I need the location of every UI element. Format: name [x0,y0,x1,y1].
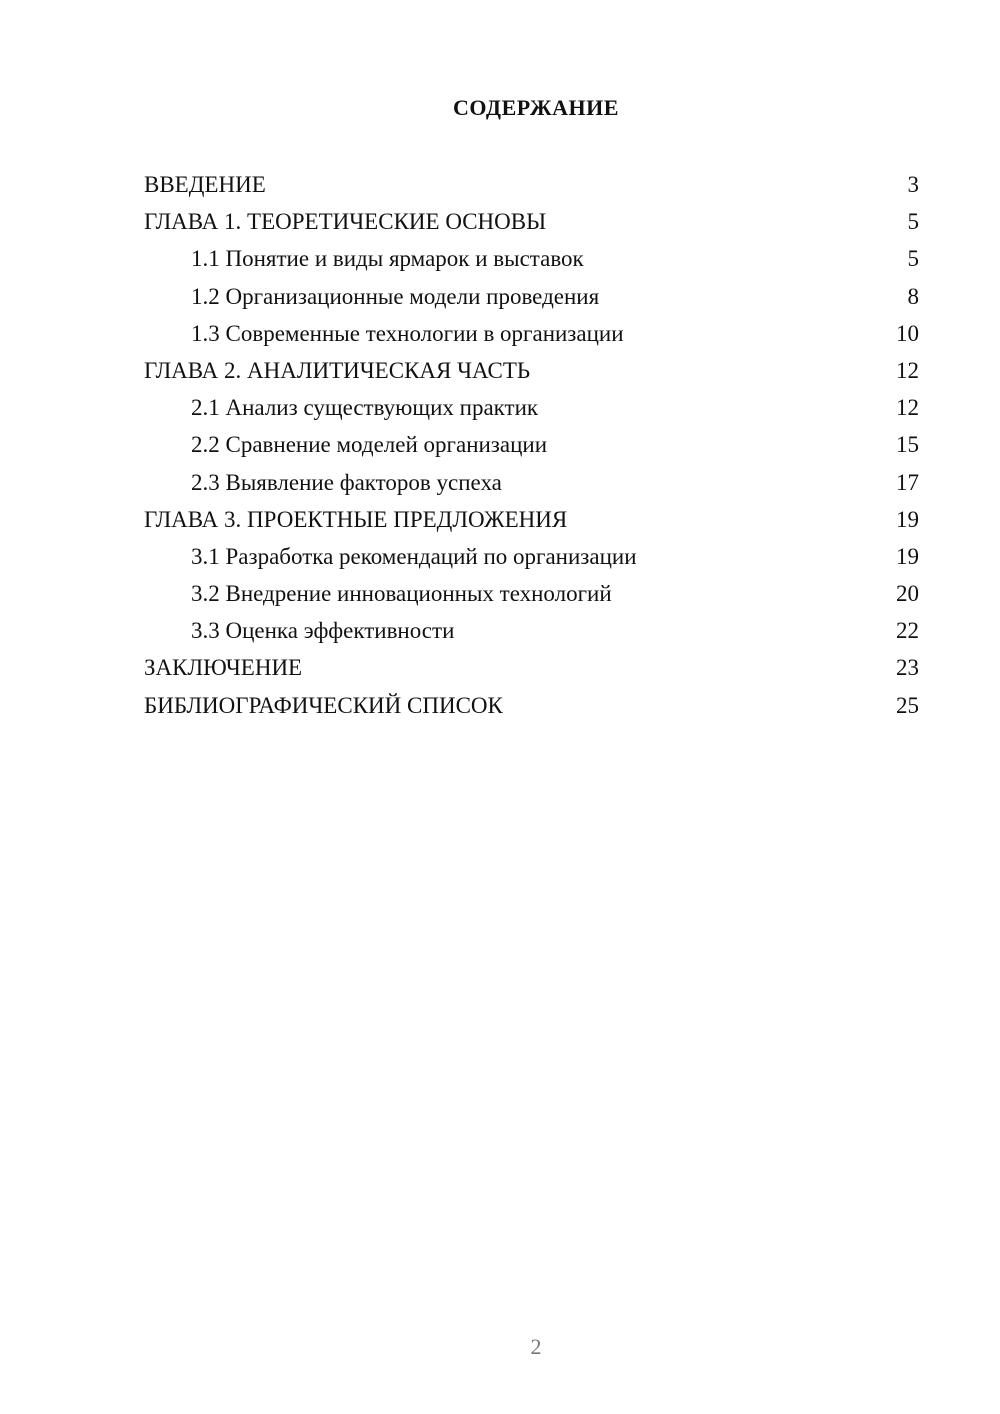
toc-entry-page: 5 [907,209,919,235]
toc-entry-label: 2.2 Сравнение моделей организации [191,432,548,458]
toc-entry-page: 20 [896,581,919,607]
page-number: 2 [530,1334,542,1359]
toc-entry-label: 3.3 Оценка эффективности [191,618,455,644]
toc-entry-section-3-1 [144,540,919,577]
toc-entry-label: БИБЛИОГРАФИЧЕСКИЙ СПИСОК [144,692,503,718]
toc-entry-section-2-2 [144,428,919,465]
toc-entry-label: 1.2 Организационные модели проведения [191,283,600,309]
toc-entry-chapter-2 [144,354,919,391]
toc-entry-chapter-3 [144,503,919,540]
toc-entry-section-2-1 [144,391,919,428]
toc-entry-page: 15 [896,432,919,458]
toc-entry-chapter-1 [144,205,919,242]
toc-entry-section-1-1 [144,242,919,279]
toc-entry-page: 12 [896,395,919,421]
toc-entry-section-3-2 [144,577,919,614]
toc-entry-page: 22 [896,618,919,644]
toc-entry-label: ГЛАВА 3. ПРОЕКТНЫЕ ПРЕДЛОЖЕНИЯ [144,506,568,532]
toc-entry-label: ГЛАВА 2. АНАЛИТИЧЕСКАЯ ЧАСТЬ [144,357,531,383]
toc-entry-page: 8 [907,283,919,309]
toc-entry-page: 3 [907,172,919,197]
toc-entry-label: 3.1 Разработка рекомендаций по организации [191,543,637,569]
toc-entry-label: 2.3 Выявление факторов успеха [191,469,502,495]
toc-entry-page: 17 [896,469,919,495]
toc-entry-label: 3.2 Внедрение инновационных технологий [191,581,612,607]
toc-entry-label: 1.3 Современные технологии в организации [191,320,624,346]
toc-entry-bibliography [144,689,919,726]
toc-entry-label: 1.1 Понятие и виды ярмарок и выставок [191,246,584,272]
toc-entry-section-2-3 [144,466,919,503]
toc-entry-page: 19 [896,543,919,569]
page-title: СОДЕРЖАНИЕ [453,95,619,120]
toc-entry-label: ЗАКЛЮЧЕНИЕ [144,655,303,681]
toc-entry-page: 5 [907,246,919,272]
toc-entry-introduction [144,168,919,205]
table-of-contents [144,168,919,726]
toc-entry-page: 19 [896,506,919,532]
toc-entry-page: 23 [896,655,919,681]
toc-entry-label: ГЛАВА 1. ТЕОРЕТИЧЕСКИЕ ОСНОВЫ [144,209,547,235]
toc-entry-label: ВВЕДЕНИЕ [144,172,266,197]
toc-entry-section-1-2 [144,280,919,317]
toc-entry-conclusion [144,651,919,688]
toc-entry-section-1-3 [144,317,919,354]
toc-entry-page: 25 [896,692,919,718]
toc-entry-label: 2.1 Анализ существующих практик [191,395,539,421]
toc-entry-section-3-3 [144,614,919,651]
toc-entry-page: 10 [896,320,919,346]
toc-entry-page: 12 [896,357,919,383]
